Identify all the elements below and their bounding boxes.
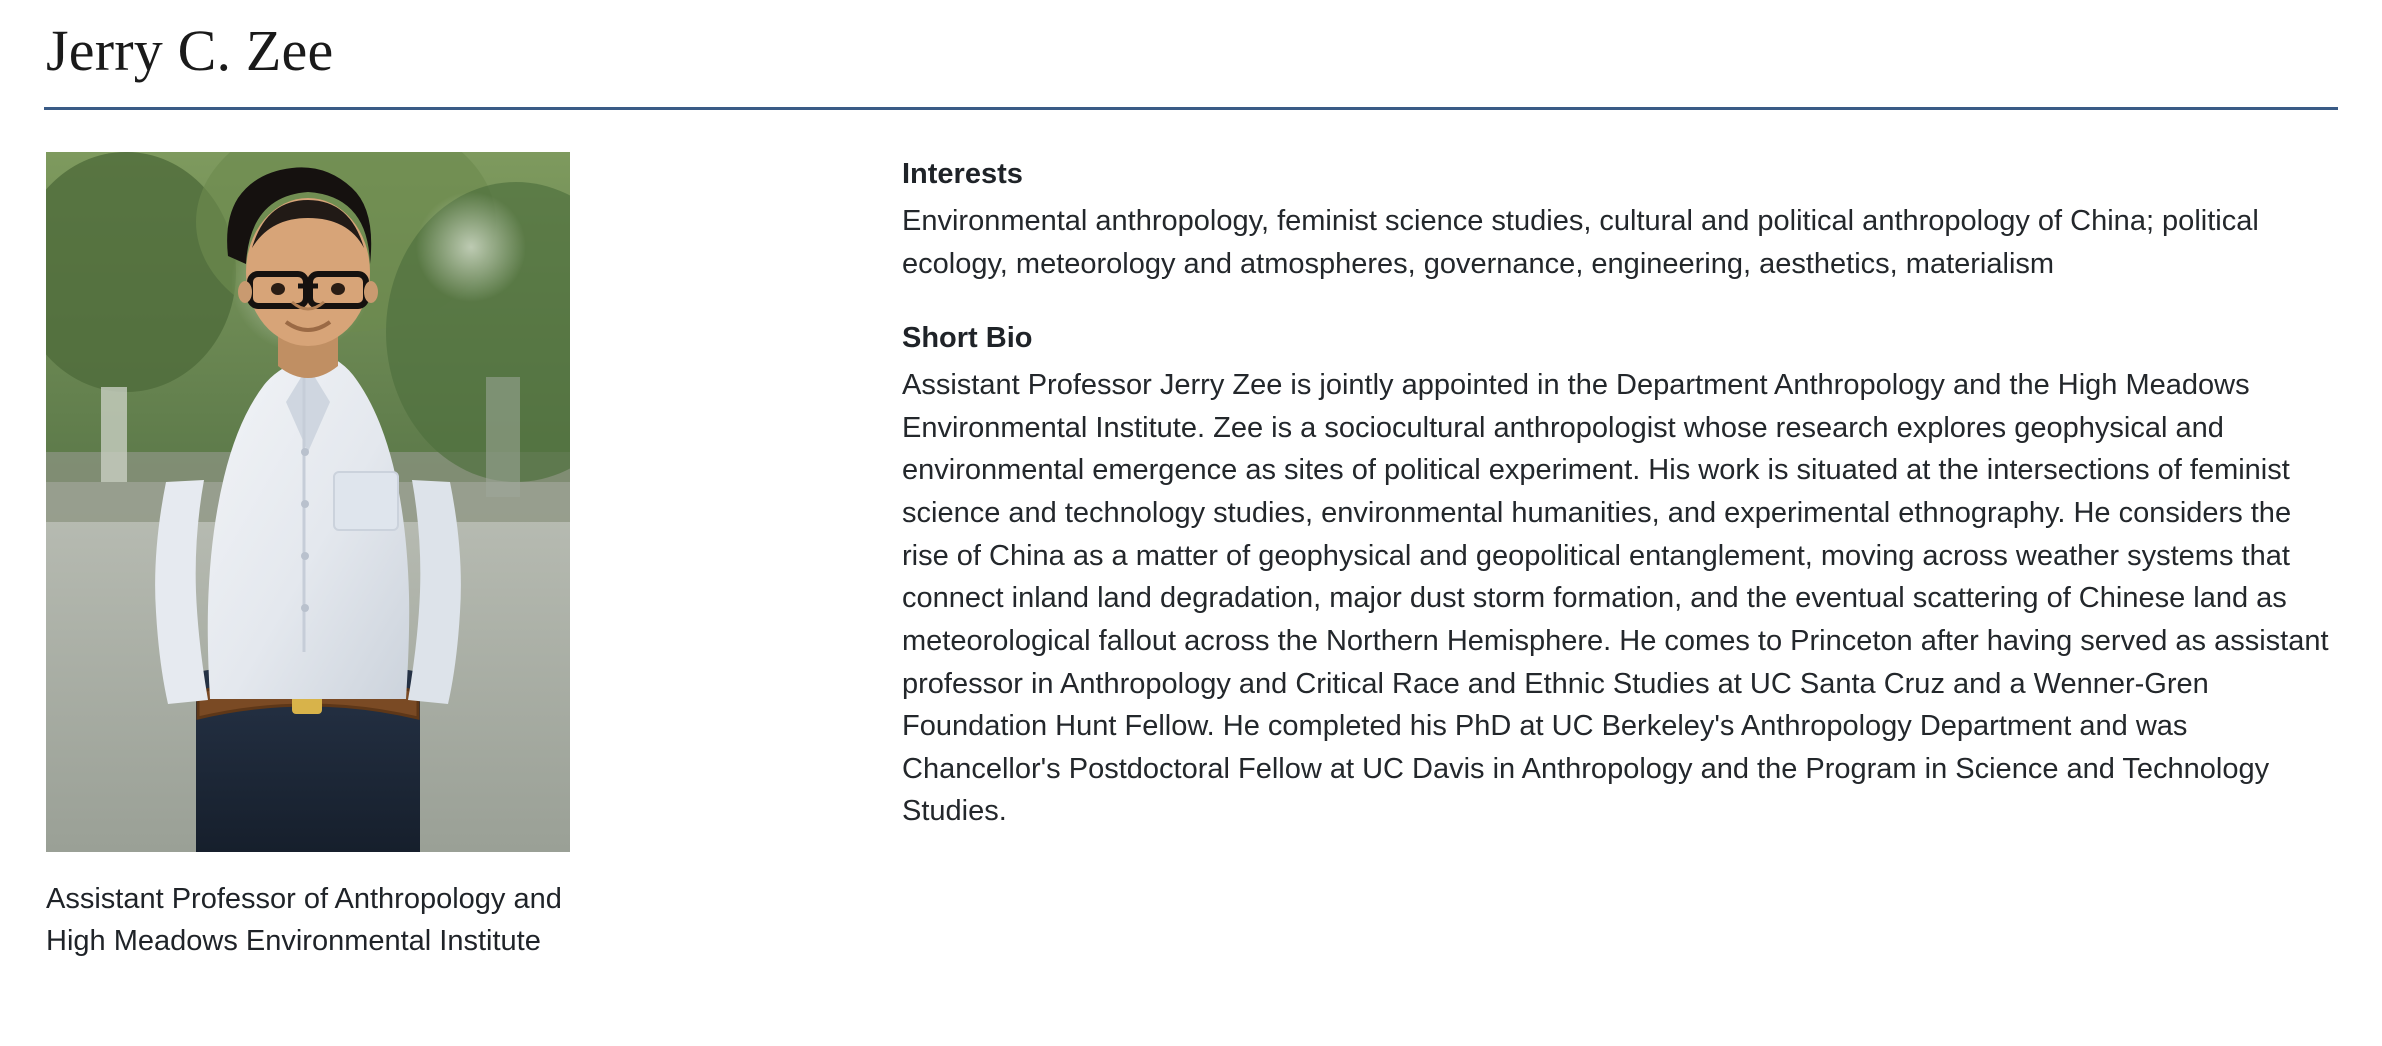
profile-media-column: [44, 152, 574, 962]
portrait-photo: [46, 152, 570, 852]
portrait-caption: Assistant Professor of Anthropology and High Meadows Environmental Institute: [46, 882, 562, 957]
section-heading: Short Bio: [902, 321, 1033, 354]
section-body: Environmental anthropology, feminist science studies, cultural and political anthropology of China; political ecology, meteorology and atmospheres, governance, engineering, aesthetics, materialism: [902, 205, 2259, 280]
section-body: Assistant Professor Jerry Zee is jointly appointed in the Department Anthropology and the High Meadows Environmental Institute. Zee is a sociocultural anthropologist whose research explores geophysical and environmental emergence as sites of political experiment. His work is situated at the intersections of feminist science and technology studies, environmental humanities, and experimental ethnography. He considers the rise of China as a matter of geophysical and geopolitical entanglement, moving across weather systems that connect inland land degradation, major dust storm formation, and the eventual scattering of Chinese land as meteorological fallout across the Northern Hemisphere. He comes to Princeton after having served as assistant professor in Anthropology and Critical Race and Ethnic Studies at UC Santa Cruz and a Wenner-Gren Foundation Hunt Fellow. He completed his PhD at UC Berkeley's Anthropology Department and was Chancellor's Postdoctoral Fellow at UC Davis in Anthropology and the Program in Science and Technology Studies.: [902, 369, 2329, 828]
section-interests: [902, 154, 2338, 286]
page-title: Jerry C. Zee: [46, 18, 334, 83]
profile-content: [44, 152, 2338, 962]
profile-text-column: [574, 152, 2338, 833]
section-short-bio: [902, 318, 2338, 833]
section-heading: Interests: [902, 157, 1023, 190]
title-divider: [44, 107, 2338, 110]
